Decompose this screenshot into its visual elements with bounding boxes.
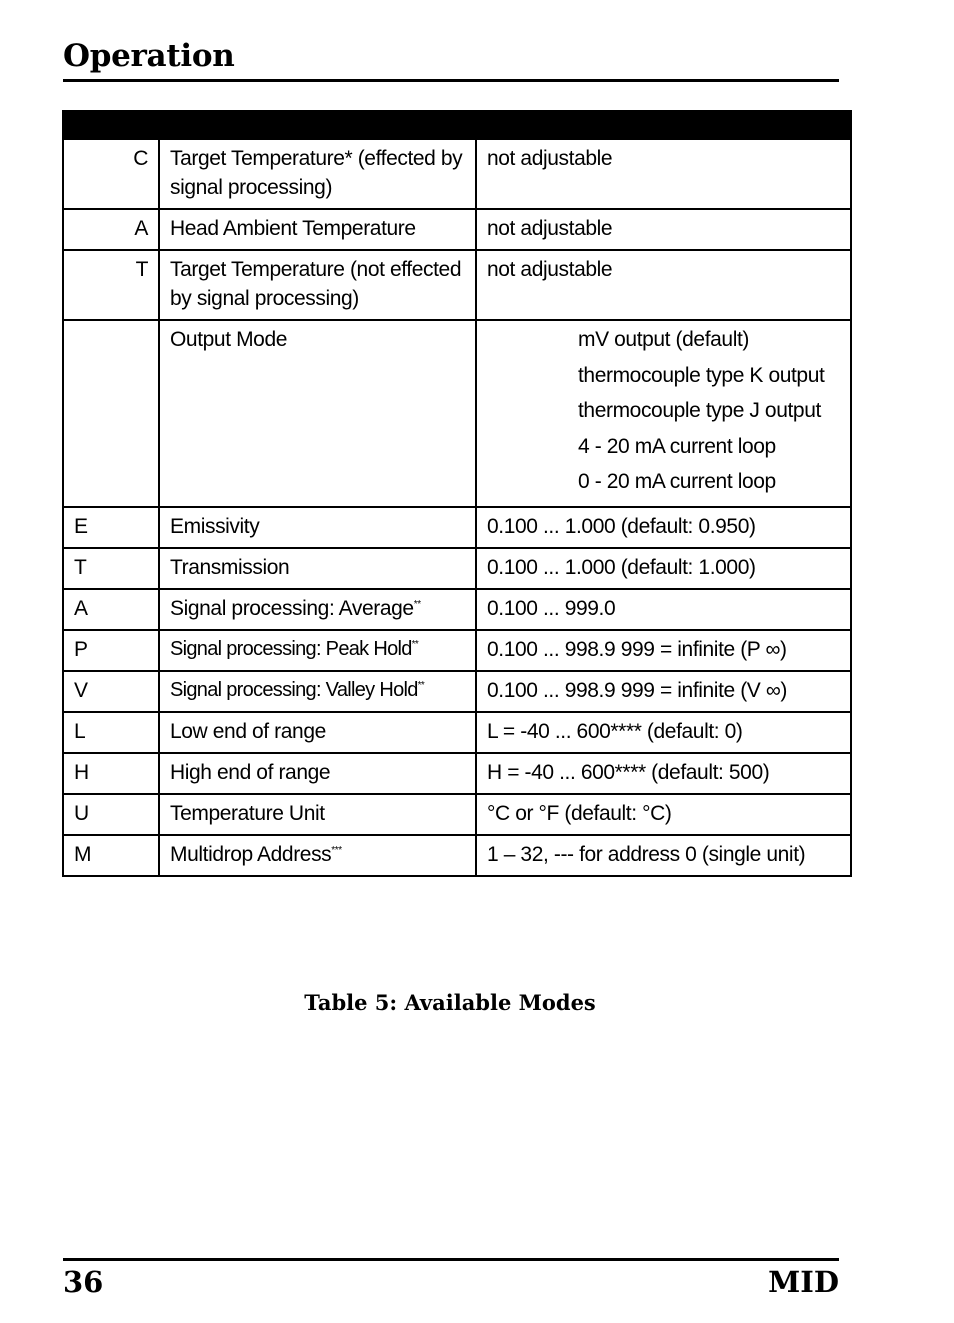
output-mode-option: thermocouple type K output <box>578 363 825 387</box>
mode-key: V <box>63 671 159 712</box>
mode-description-cell <box>159 835 476 876</box>
header-rule <box>63 79 839 82</box>
mode-description: Signal processing: Peak Hold <box>170 637 412 660</box>
mode-key: H <box>63 753 159 794</box>
modes-table <box>62 110 852 877</box>
mode-range: 1 – 32, --- for address 0 (single unit) <box>476 835 851 876</box>
table-row <box>63 589 851 630</box>
table-row <box>63 753 851 794</box>
mode-range: H = -40 ... 600**** (default: 500) <box>476 753 851 794</box>
table-row <box>63 209 851 250</box>
table-header-cell <box>476 111 851 139</box>
mode-key: L <box>63 712 159 753</box>
mode-range: not adjustable <box>476 250 851 320</box>
mode-range: °C or °F (default: °C) <box>476 794 851 835</box>
mode-description: Multidrop Address <box>170 842 332 866</box>
table-row <box>63 835 851 876</box>
mode-description: Transmission <box>159 548 476 589</box>
output-mode-option: mV output (default) <box>578 328 749 351</box>
footnote-marker: ** <box>413 598 421 610</box>
footnote-marker: ** <box>417 679 425 691</box>
mode-range: 0.100 ... 998.9 999 = infinite (P ∞) <box>476 630 851 671</box>
mode-description-cell <box>159 671 476 712</box>
mode-range: 0.100 ... 998.9 999 = infinite (V ∞) <box>476 671 851 712</box>
mode-description: Target Temperature (not effected by signal processing) <box>159 250 476 320</box>
table-row <box>63 139 851 209</box>
footnote-marker: *** <box>331 844 342 856</box>
footer-rule <box>63 1258 839 1261</box>
mode-description: Low end of range <box>159 712 476 753</box>
mode-range: 0.100 ... 1.000 (default: 1.000) <box>476 548 851 589</box>
table-row <box>63 712 851 753</box>
mode-key: C <box>63 139 159 209</box>
table-header-row <box>63 111 851 139</box>
mode-key: P <box>63 630 159 671</box>
mode-key: T <box>63 250 159 320</box>
product-name: MID <box>768 1265 839 1299</box>
mode-key: E <box>63 507 159 548</box>
mode-range: not adjustable <box>476 209 851 250</box>
output-mode-option: thermocouple type J output <box>578 399 821 422</box>
page-number: 36 <box>63 1265 104 1299</box>
table-header-cell <box>63 111 159 139</box>
mode-range: not adjustable <box>476 139 851 209</box>
output-mode-list <box>487 322 840 500</box>
mode-key <box>63 320 159 507</box>
output-mode-option: 0 - 20 mA current loop <box>578 470 776 493</box>
mode-key: U <box>63 794 159 835</box>
table-header-cell <box>159 111 476 139</box>
page-title: Operation <box>63 38 235 74</box>
mode-key: A <box>63 209 159 250</box>
output-mode-option: 4 - 20 mA current loop <box>578 434 776 458</box>
mode-description: Signal processing: Average <box>170 596 414 620</box>
table-row <box>63 671 851 712</box>
mode-range: 0.100 ... 999.0 <box>476 589 851 630</box>
table-caption: Table 5: Available Modes <box>304 990 596 1015</box>
mode-description: Output Mode <box>159 320 476 507</box>
table-row <box>63 320 851 507</box>
mode-range: 0.100 ... 1.000 (default: 0.950) <box>476 507 851 548</box>
table-row <box>63 794 851 835</box>
table-row <box>63 630 851 671</box>
mode-description: High end of range <box>159 753 476 794</box>
output-mode-options <box>476 320 851 507</box>
mode-description: Temperature Unit <box>159 794 476 835</box>
mode-description: Emissivity <box>159 507 476 548</box>
footnote-marker: ** <box>411 638 419 650</box>
mode-key: A <box>63 589 159 630</box>
table-row <box>63 250 851 320</box>
mode-description: Signal processing: Valley Hold <box>170 678 418 701</box>
mode-range: L = -40 ... 600**** (default: 0) <box>476 712 851 753</box>
mode-key: M <box>63 835 159 876</box>
table-row <box>63 548 851 589</box>
table-row <box>63 507 851 548</box>
mode-description: Head Ambient Temperature <box>159 209 476 250</box>
mode-description-cell <box>159 589 476 630</box>
mode-key: T <box>63 548 159 589</box>
mode-description: Target Temperature* (effected by signal processing) <box>159 139 476 209</box>
mode-description-cell <box>159 630 476 671</box>
